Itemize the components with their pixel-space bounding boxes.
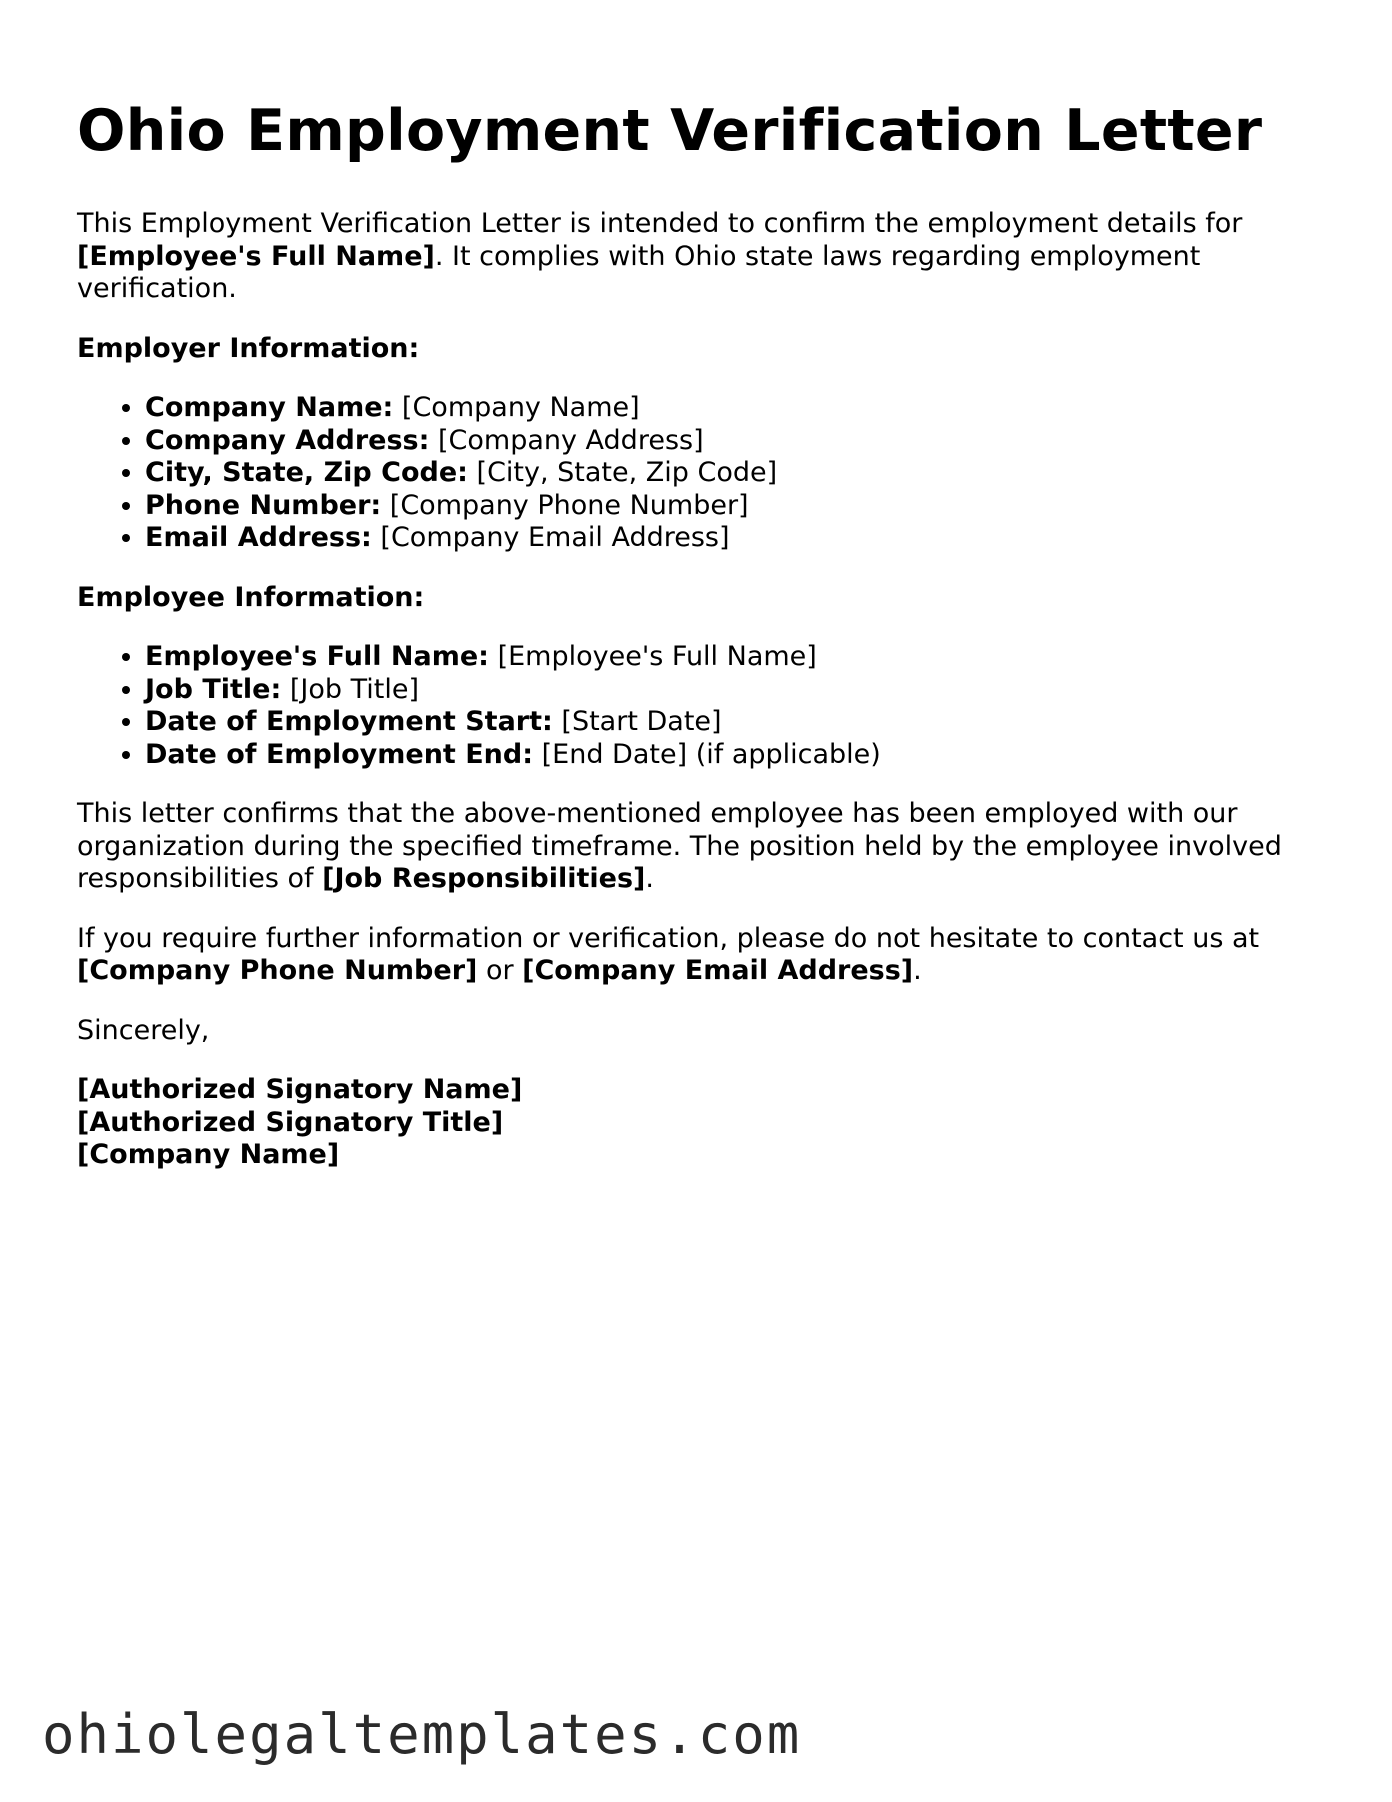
signatory-name: [Authorized Signatory Name]	[77, 1074, 523, 1105]
item-value: [Company Address]	[437, 424, 704, 456]
phone-placeholder: [Company Phone Number]	[77, 955, 478, 986]
list-item	[145, 425, 1327, 458]
intro-text-after: . It complies with Ohio state laws regarding employment verification.	[77, 240, 1201, 304]
confirmation-paragraph	[77, 798, 1327, 896]
item-value: [City, State, Zip Code]	[476, 457, 778, 488]
list-item	[145, 739, 1327, 772]
list-item	[145, 641, 1327, 674]
list-item	[145, 392, 1327, 425]
employee-info-list	[77, 641, 1327, 771]
item-label: Company Address:	[145, 424, 430, 456]
signature-block	[77, 1074, 1327, 1172]
list-item	[145, 457, 1327, 490]
item-label: Date of Employment End:	[145, 738, 534, 770]
item-label: Date of Employment Start:	[145, 706, 553, 737]
contact-text-after: .	[913, 955, 922, 986]
contact-text-middle: or	[477, 955, 523, 986]
intro-employee-placeholder: [Employee's Full Name]	[77, 240, 435, 272]
page-title: Ohio Employment Verification Letter	[77, 98, 1263, 164]
signatory-title: [Authorized Signatory Title]	[77, 1106, 504, 1138]
item-label: Phone Number:	[145, 489, 382, 521]
item-value: [Company Email Address]	[380, 522, 730, 553]
item-value: [Start Date]	[561, 706, 722, 737]
item-label: Email Address:	[145, 522, 372, 553]
item-label: Employee's Full Name:	[145, 641, 489, 672]
item-value: [Company Phone Number]	[389, 489, 749, 521]
item-label: Company Name:	[145, 392, 394, 423]
email-placeholder: [Company Email Address]	[522, 955, 914, 986]
watermark: ohiolegaltemplates.com	[42, 1703, 802, 1766]
closing-text: Sincerely,	[77, 1014, 210, 1046]
contact-text-before: If you require further information or verification, please do not hesitate to contact us at	[77, 922, 1260, 954]
item-label: City, State, Zip Code:	[145, 457, 468, 488]
responsibilities-placeholder: [Job Responsibilities]	[322, 863, 646, 894]
item-value: [Company Name]	[401, 392, 640, 423]
confirmation-text-after: .	[645, 863, 654, 894]
confirmation-text-before: This letter confirms that the above-mentioned employee has been employed with our organization during the specified timeframe. The position held by the employee involved responsibilities of	[77, 798, 1282, 894]
list-item	[145, 490, 1327, 523]
employee-section-heading: Employee Information:	[77, 581, 425, 613]
list-item	[145, 522, 1327, 555]
employer-section-heading: Employer Information:	[77, 332, 420, 364]
employer-info-list	[77, 392, 1327, 555]
list-item	[145, 674, 1327, 707]
contact-paragraph	[77, 923, 1327, 988]
signatory-company: [Company Name]	[77, 1139, 340, 1170]
intro-text-before: This Employment Verification Letter is intended to confirm the employment details for	[77, 208, 1243, 239]
item-value: [Job Title]	[289, 673, 419, 705]
item-value: [Employee's Full Name]	[497, 641, 817, 672]
item-label: Job Title:	[145, 673, 282, 705]
letter-document	[77, 96, 1327, 1172]
list-item	[145, 706, 1327, 739]
item-value: [End Date] (if applicable)	[541, 738, 881, 770]
intro-paragraph	[77, 208, 1327, 306]
